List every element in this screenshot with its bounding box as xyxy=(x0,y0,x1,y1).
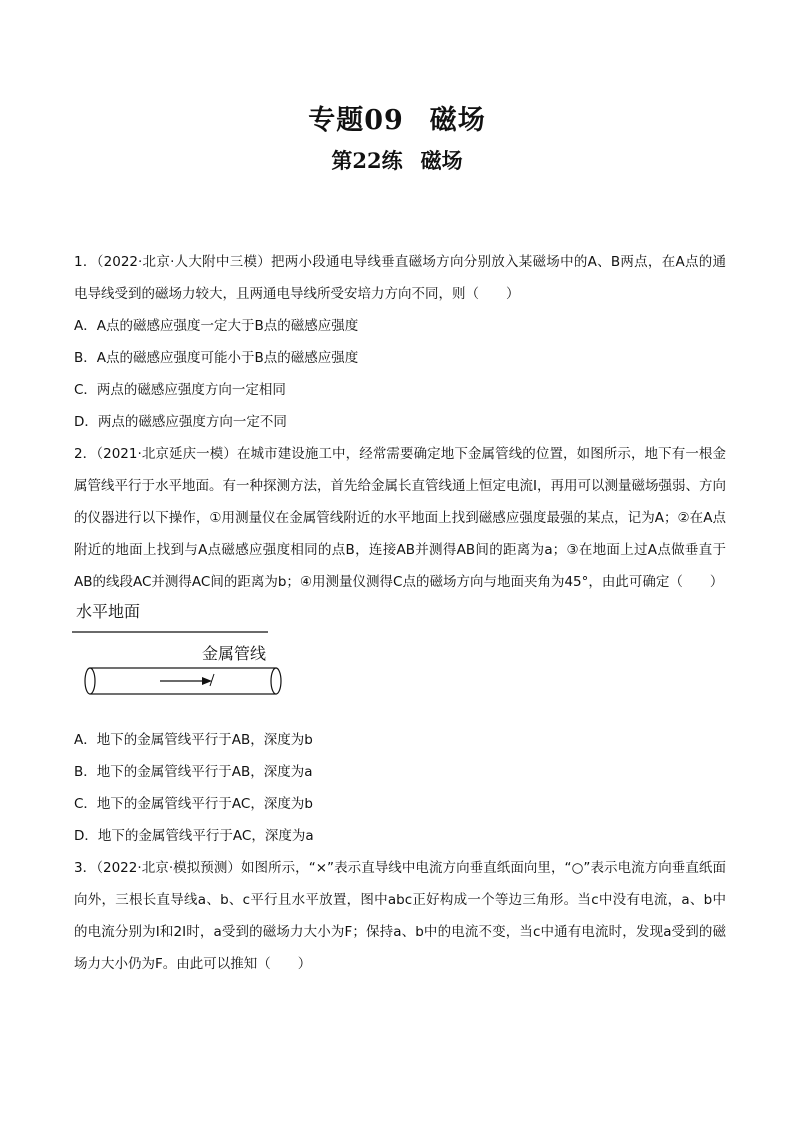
question-1-number: 1． xyxy=(74,254,97,270)
ground-label: 水平地面 xyxy=(76,602,141,621)
question-2-option-a: A．地下的金属管线平行于AB，深度为b xyxy=(74,732,313,748)
pipe-label: 金属管线 xyxy=(202,644,267,663)
pipe-end-left xyxy=(85,668,95,694)
question-2-stem: 在城市建设施工中，经常需要确定地下金属管线的位置，如图所示，地下有一根金属管线平行于水平地面。有一种探测方法，首先给金属长直管线通上恒定电流I，再用可以测量磁场强弱、方向的仪器进行以下操作，①用测量仪在金属管线附近的水平地面上找到磁感应强度最强的某点，记为A；②在A点附近的地面上找到与A点磁感应强度相同的点B，连接AB并测得AB间的距离为a；③在地面上过A点做垂直于AB的线段AC并测得AC间的距离为b；④用测量仪测得C点的磁场方向与地面夹角为45°，由此可确定（ ） xyxy=(74,446,726,590)
question-3-stem-block xyxy=(74,852,726,980)
question-1-stem: 把两小段通电导线垂直磁场方向分别放入某磁场中的A、B两点，在A点的通电导线受到的磁场力较大，且两通电导线所受安培力方向不同，则（ ） xyxy=(74,254,726,302)
question-3 xyxy=(74,852,726,980)
question-3-source: （2022·北京·模拟预测） xyxy=(96,860,241,876)
question-1 xyxy=(74,246,726,438)
title-main: 专题09 xyxy=(308,105,404,136)
question-list xyxy=(74,246,726,980)
question-1-option-a: A．A点的磁感应强度一定大于B点的磁感应强度 xyxy=(74,318,359,334)
question-1-stem-block xyxy=(74,246,726,310)
subtitle-main: 第22练 xyxy=(331,148,403,173)
question-2-option-c: C．地下的金属管线平行于AC，深度为b xyxy=(74,796,313,812)
question-2-option-b: B．地下的金属管线平行于AB，深度为a xyxy=(74,764,313,780)
subtitle-topic: 磁场 xyxy=(420,148,463,173)
question-1-source: （2022·北京·人大附中三模） xyxy=(96,254,271,270)
question-2-number: 2． xyxy=(74,446,97,462)
question-1-option-b: B．A点的磁感应强度可能小于B点的磁感应强度 xyxy=(74,350,359,366)
question-3-number: 3． xyxy=(74,860,97,876)
question-3-stem: 如图所示，“×”表示直导线中电流方向垂直纸面向里，“○”表示电流方向垂直纸面向外，三根长直导线a、b、c平行且水平放置，图中abc正好构成一个等边三角形。当c中没有电流，a、b中的电流分别为I和2I时，a受到的磁场力大小为F；保持a、b中的电流不变，当c中通有电流时，发现a受到的磁场力大小仍为F。由此可以推知（ ） xyxy=(74,860,726,972)
question-1-option-c: C．两点的磁感应强度方向一定相同 xyxy=(74,382,286,398)
question-2-option-d: D．地下的金属管线平行于AC，深度为a xyxy=(74,828,314,844)
question-2-stem-block xyxy=(74,438,726,598)
title-topic: 磁场 xyxy=(429,105,486,136)
question-1-option-d: D．两点的磁感应强度方向一定不同 xyxy=(74,414,287,430)
page-subtitle xyxy=(0,145,794,175)
question-2-source: （2021·北京延庆一模） xyxy=(96,446,237,462)
page-title xyxy=(0,98,794,137)
pipe-figure xyxy=(72,602,726,720)
pipe-end-right xyxy=(271,668,281,694)
question-2 xyxy=(74,438,726,852)
